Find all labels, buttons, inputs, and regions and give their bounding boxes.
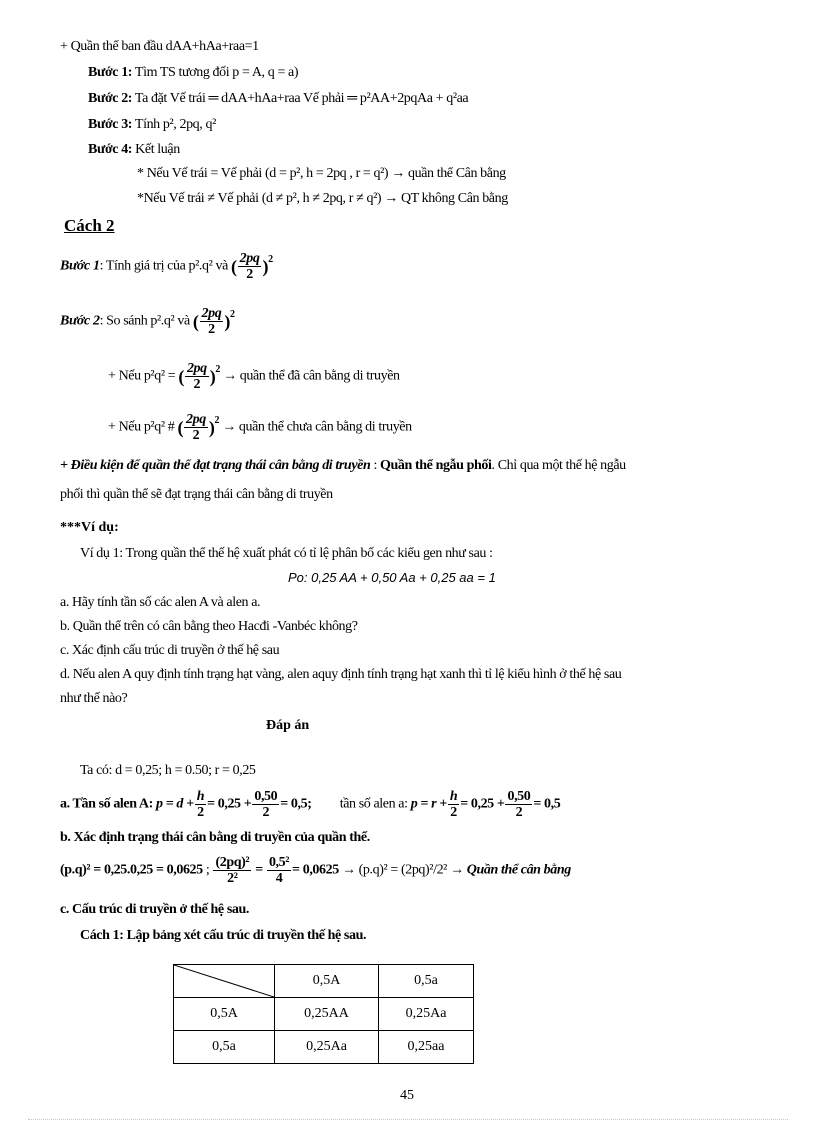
initial-population-line: + Quần thể ban đầu dAA+hAa+raa=1: [60, 39, 259, 54]
equilibrium-state-heading: b. Xác định trạng thái cân bằng di truyền của quần thể.: [60, 830, 370, 845]
fraction-h-over-2: $\frac{h}{2}$: [196, 789, 205, 820]
method2-step2: Bước 2: So sánh p².q² và ( $\frac{2pq}{2}$ )$^2$: [60, 306, 235, 337]
table-cell: 0,5a: [174, 1031, 275, 1064]
m2-step2-label: Bước 2: [60, 313, 100, 329]
example1-intro: Ví dụ 1: Trong quần thể thế hệ xuất phát có tỉ lệ phân bố các kiểu gen như sau :: [80, 546, 493, 561]
question-d-line2: như thế nào?: [60, 691, 128, 706]
step4-line: [88, 141, 180, 159]
question-b: b. Quần thể trên có cân bằng theo Hacđi -Vanbéc không?: [60, 619, 358, 634]
fraction-050-over-2: $\frac{0,50}{2}$: [507, 789, 531, 820]
fraction-2pq-over-2: $\frac{2pq}{2}$: [201, 306, 222, 337]
fraction-2pq-over-2: $\frac{2pq}{2}$: [186, 361, 207, 392]
step1-text: Tìm TS tương đối p = A, q = a): [132, 65, 299, 80]
answer-heading: Đáp án: [266, 718, 310, 733]
page-number: 45: [400, 1088, 414, 1103]
table-cell: 0,25Aa: [379, 998, 474, 1031]
fraction-050-over-2: $\frac{0,50}{2}$: [254, 789, 278, 820]
equilibrium-check-equation: (p.q)² = 0,25.0,25 = 0,0625 ; $\frac{\text{(2pq)²}}{\text{2²}}$ = $\frac{\text{0,5²}}{4}$ = 0,0625 → (p.q)² = (2pq)²/2² → Quần thể cân bằng: [60, 855, 571, 886]
fraction-h-over-2: $\frac{h}{2}$: [449, 789, 458, 820]
step3-label: Bước 3:: [88, 117, 133, 132]
method1-heading: Cách 1: Lập bảng xét cấu trúc di truyền thế hệ sau.: [80, 928, 367, 943]
step2-label: Bước 2:: [88, 91, 133, 106]
p0-equation: Po: 0,25 AA + 0,50 Aa + 0,25 aa = 1: [288, 570, 496, 585]
conclusion-not-equal: *Nếu Vế trái ≠ Vế phải (d ≠ p², h ≠ 2pq, r ≠ q²) → QT không Cân bằng: [137, 191, 508, 206]
question-c: c. Xác định cấu trúc di truyền ở thế hệ sau: [60, 643, 280, 658]
if-equal-line: + Nếu p²q² = ( $\frac{2pq}{2}$ )$^2$ → quần thể đã cân bằng di truyền: [108, 361, 400, 392]
step2-text: Ta đặt Vế trái ═ dAA+hAa+raa Vế phải ═ p²AA+2pqAa + q²aa: [132, 91, 469, 106]
fraction-2pq-over-2: $\frac{2pq}{2}$: [239, 251, 260, 282]
diagonal-line: [174, 965, 274, 997]
if-not-equal-line: + Nếu p²q² # ( $\frac{2pq}{2}$ )$^2$ → quần thể chưa cân bằng di truyền: [108, 412, 412, 443]
table-cell: 0,25aa: [379, 1031, 474, 1064]
equilibrium-condition-line2: phối thì quần thể sẽ đạt trạng thái cân bằng di truyền: [60, 487, 333, 502]
question-a: a. Hãy tính tần số các alen A và alen a.: [60, 595, 261, 610]
table-cell: 0,25Aa: [275, 1031, 379, 1064]
step1-line: [88, 64, 298, 82]
table-corner-cell: [174, 965, 275, 998]
step3-text: Tính p², 2pq, q²: [132, 117, 216, 132]
allele-frequency-line: a. Tần số alen A: p = d + $\frac{h}{2}$ = 0,25 + $\frac{0,50}{2}$ = 0,5; tần số alen a: p = r + $\frac{h}{2}$ = 0,25 + $\frac{0,50}{2}$ = 0,5: [60, 789, 561, 820]
step3-line: [88, 116, 216, 134]
method2-heading: Cách 2: [64, 216, 115, 235]
conclusion-equal: * Nếu Vế trái = Vế phải (d = p², h = 2pq , r = q²) → quần thể Cân bằng: [137, 166, 506, 181]
step4-label: Bước 4:: [88, 142, 133, 157]
question-d-line1: d. Nếu alen A quy định tính trạng hạt vàng, alen aquy định tính trạng hạt xanh thì tỉ lệ kiểu hình ở thế hệ sau: [60, 667, 622, 682]
step4-text: Kết luận: [132, 142, 180, 157]
table-cell: 0,25AA: [275, 998, 379, 1031]
example-heading: ***Ví dụ:: [60, 520, 119, 535]
table-header-cell: 0,5a: [379, 965, 474, 998]
footer-divider: [28, 1119, 788, 1120]
given-values: Ta có: d = 0,25; h = 0.50; r = 0,25: [80, 763, 256, 778]
genotype-table: [173, 964, 474, 1064]
method2-step1: Bước 1: Tính giá trị của p².q² và ( $\frac{2pq}{2}$ )$^2$: [60, 251, 273, 282]
next-generation-heading: c. Cấu trúc di truyền ở thế hệ sau.: [60, 902, 249, 917]
table-row: [174, 1031, 474, 1064]
m2-step2-text: : So sánh p².q² và: [99, 313, 190, 329]
table-row: [174, 998, 474, 1031]
equilibrium-condition: + Điều kiện để quần thể đạt trạng thái cân bằng di truyền : Quần thể ngẫu phối. Chỉ qua một thế hệ ngẫu: [60, 458, 626, 473]
fraction-2pq-over-2: $\frac{2pq}{2}$: [186, 412, 206, 443]
fraction-2pq-sq-over-2-sq: $\frac{\text{(2pq)²}}{\text{2²}}$: [215, 855, 250, 886]
table-row: [174, 965, 474, 998]
step2-line: [88, 90, 468, 108]
fraction-05-sq-over-4: $\frac{\text{0,5²}}{4}$: [268, 855, 290, 886]
m2-step1-label: Bước 1: [60, 258, 100, 274]
step1-label: Bước 1:: [88, 65, 133, 80]
m2-step1-text: : Tính giá trị của p².q² và: [99, 258, 228, 274]
table-header-cell: 0,5A: [275, 965, 379, 998]
table-cell: 0,5A: [174, 998, 275, 1031]
